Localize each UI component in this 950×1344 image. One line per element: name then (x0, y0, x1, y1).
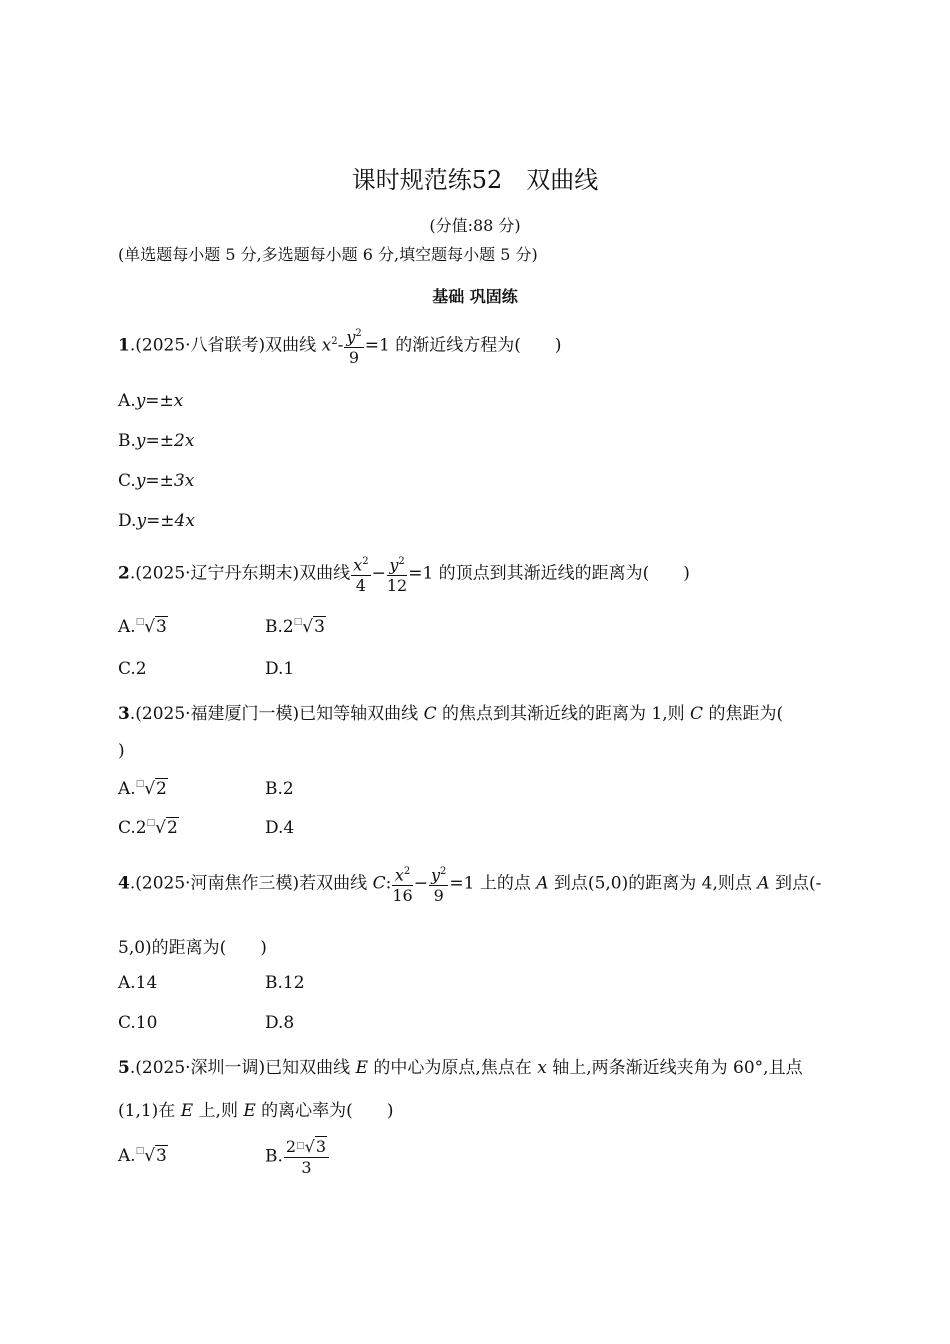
q5-option-a: A.□√3 (118, 1146, 167, 1166)
sqrt-symbol: □√2 (146, 818, 178, 838)
q2-option-c: C.2 (118, 659, 147, 679)
question-number: 5 (118, 1058, 130, 1078)
q1-option-d: D.y=±4x (118, 511, 195, 531)
q3-option-c: C.2□√2 (118, 818, 178, 838)
fraction: $\frac{2^□√3}{3}$ (284, 1136, 329, 1178)
fraction: $\frac{y^2}{9}$ (344, 324, 363, 368)
q4-option-d: D.8 (265, 1013, 295, 1033)
question-4-continued: 5,0)的距离为( ) (118, 938, 267, 958)
fraction: $\frac{y^2}{9}$ (429, 862, 448, 906)
sqrt-symbol: □√2 (135, 779, 167, 799)
question-1: 1.(2025·八省联考)双曲线 $x^2-$ $\frac{y^2}{9}$ =1 的渐近线方程为( ) (118, 324, 561, 368)
q1-option-a: A.y=±x (118, 391, 184, 411)
question-number: 1 (118, 335, 130, 356)
q3-option-b: B.2 (265, 779, 294, 799)
section-heading: 基础 巩固练 (432, 287, 518, 306)
q3-option-d: D.4 (265, 818, 295, 838)
q4-option-c: C.10 (118, 1013, 158, 1033)
q4-option-b: B.12 (265, 973, 305, 993)
question-5-continued: (1,1)在 E 上,则 E 的离心率为( ) (118, 1101, 394, 1121)
q1-option-c: C.y=±3x (118, 471, 195, 491)
fraction: $\frac{x^2}{16}$ (392, 862, 412, 906)
question-number: 2 (118, 563, 130, 584)
question-number: 3 (118, 704, 130, 724)
q2-option-a: A.□√3 (118, 617, 167, 637)
scoring-note: (单选题每小题 5 分,多选题每小题 6 分,填空题每小题 5 分) (118, 245, 538, 264)
sqrt-symbol: □√3 (293, 617, 325, 637)
question-5: 5.(2025·深圳一调)已知双曲线 E 的中心为原点,焦点在 x 轴上,两条渐近线夹角为 60°,且点 (118, 1058, 803, 1078)
q2-option-d: D.1 (265, 659, 295, 679)
sqrt-symbol: □√3 (296, 1137, 326, 1156)
sqrt-symbol: □√3 (135, 617, 167, 637)
q2-option-b: B.2□√3 (265, 617, 325, 637)
q1-option-b: B.y=±2x (118, 431, 195, 451)
fraction: $\frac{x^2}{4}$ (351, 552, 370, 596)
question-3: 3.(2025·福建厦门一模)已知等轴双曲线 C 的焦点到其渐近线的距离为 1,则 C 的焦距为( (118, 704, 784, 724)
score-subtitle: (分值:88 分) (429, 216, 521, 235)
page-title: 课时规范练52 双曲线 (351, 166, 599, 194)
question-number: 4 (118, 873, 130, 894)
fraction: $\frac{y^2}{12}$ (387, 552, 407, 596)
q4-option-a: A.14 (118, 973, 158, 993)
question-2: 2.(2025·辽宁丹东期末)双曲线 $\frac{x^2}{4}$ − $\frac{y^2}{12}$ =1 的顶点到其渐近线的距离为( ) (118, 552, 690, 596)
question-3-continued: ) (118, 741, 125, 761)
sqrt-symbol: □√3 (135, 1146, 167, 1166)
question-4: 4.(2025·河南焦作三模)若双曲线 C: $\frac{x^2}{16}$ − $\frac{y^2}{9}$ =1 上的点 A 到点(5,0)的距离为 4,则点 A 到点(- (118, 862, 821, 906)
q5-option-b: B. $\frac{2^□√3}{3}$ (265, 1136, 330, 1178)
q3-option-a: A.□√2 (118, 779, 167, 799)
